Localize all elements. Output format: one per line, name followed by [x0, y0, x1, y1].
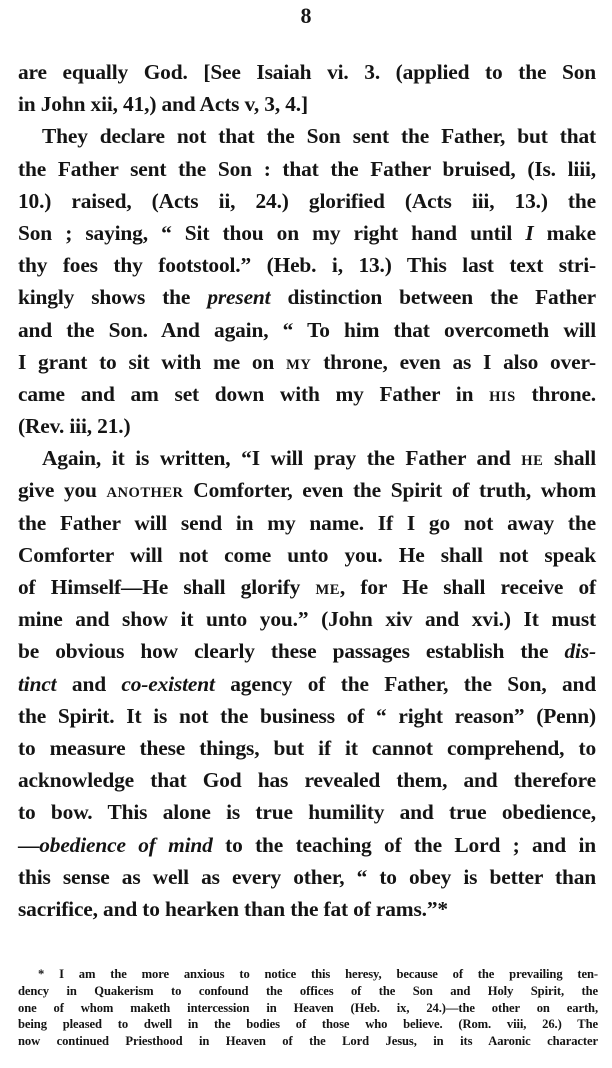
small-caps-text: MY — [286, 356, 312, 373]
body-line — [18, 571, 596, 603]
body-line — [18, 217, 596, 249]
body-line — [18, 635, 596, 667]
footnote-line — [18, 966, 598, 983]
footnote-line — [18, 1033, 598, 1050]
text-run: the Father sent the Son : that the Father bruised, (Is. liii, — [18, 156, 596, 181]
text-run: agency of the Father, the Son, and — [214, 671, 596, 696]
small-caps-text: ANOTHER — [106, 485, 184, 502]
body-line — [18, 378, 596, 410]
text-run: mine and show it unto you.” (John xiv and xvi.) It must — [18, 607, 596, 632]
text-run: 10.) raised, (Acts ii, 24.) glorified (Acts iii, 13.) the — [18, 188, 596, 213]
body-line — [18, 314, 596, 346]
body-line — [18, 796, 596, 828]
text-run: the Father will send in my name. If I go not away the — [18, 510, 596, 535]
text-run: are equally God. [See Isaiah vi. 3. (applied to the Son — [18, 60, 596, 84]
text-run: throne, even as I also over- — [311, 349, 596, 374]
text-run: of Himself—He shall glorify — [18, 575, 316, 599]
body-line — [18, 88, 596, 120]
text-run: kingly shows the — [18, 285, 208, 310]
body-line — [18, 185, 596, 217]
italic-text: dis- — [564, 639, 596, 664]
body-line — [18, 861, 596, 893]
body-line — [18, 249, 596, 281]
italic-text: present — [207, 285, 271, 310]
body-line — [18, 410, 596, 442]
text-run: give you — [18, 478, 107, 503]
footnote — [18, 966, 598, 1050]
footnote-line — [18, 983, 598, 1000]
body-line — [18, 539, 596, 571]
text-run: throne. — [515, 381, 596, 406]
body-line — [18, 120, 596, 152]
footnote-line — [18, 1016, 598, 1033]
text-run: acknowledge that God has revealed them, and therefore — [18, 768, 596, 793]
body-line — [18, 442, 596, 474]
body-line — [18, 764, 596, 796]
small-caps-text: HE — [521, 453, 544, 470]
text-run: in John xii, 41,) and Acts v, 3, 4.] — [18, 92, 308, 117]
text-run: Comforter, even the Spirit of truth, whom — [183, 478, 596, 503]
body-line — [18, 732, 596, 764]
text-run: I grant to sit with me on — [18, 349, 287, 374]
text-run: They declare not that the Son sent the Father, but that — [42, 124, 596, 149]
small-caps-text: ME — [315, 582, 340, 598]
body-line — [18, 700, 596, 732]
text-run: shall — [543, 446, 597, 471]
text-run: the Spirit. It is not the business of “ right reason” (Penn) — [18, 703, 596, 728]
text-run: came and am set down with my Father in — [18, 381, 490, 406]
text-run: (Rev. iii, 21.) — [18, 414, 131, 439]
body-line — [18, 56, 596, 88]
body-text — [18, 56, 596, 925]
text-run: Again, it is written, “I will pray the Father and — [42, 446, 522, 471]
text-run: now continued Priesthood in Heaven of the Lord Jesus, in its Aaronic character — [18, 1034, 598, 1049]
text-run: * I am the more anxious to notice this heresy, because of the prevailing ten- — [38, 967, 598, 981]
text-run: be obvious how clearly these passages establish the — [18, 639, 565, 664]
text-run: this sense as well as every other, “ to obey is better than — [18, 864, 596, 889]
text-run: sacrifice, and to hearken than the fat of rams.”* — [18, 896, 448, 921]
body-line — [18, 507, 596, 539]
page-number: 8 — [300, 3, 312, 28]
text-run: , for He shall receive of — [339, 575, 596, 599]
body-line — [18, 893, 596, 925]
text-run: Comforter will not come unto you. He shall not speak — [18, 542, 596, 567]
text-run: to the teaching of the Lord ; and in — [212, 832, 596, 857]
text-run: dency in Quakerism to confound the offices of the Son and Holy Spirit, the — [18, 983, 598, 998]
text-run: and the Son. And again, “ To him that overcometh will — [18, 317, 596, 342]
text-run: distinction between the Father — [270, 285, 597, 310]
body-line — [18, 346, 596, 378]
body-line — [18, 603, 596, 635]
italic-text: I — [525, 220, 534, 245]
italic-text: co-existent — [121, 671, 215, 696]
italic-text: tinct — [18, 671, 57, 696]
text-run: Son ; saying, “ Sit thou on my right hand until — [18, 220, 526, 245]
body-line — [18, 474, 596, 506]
text-run: make — [533, 220, 596, 245]
body-line — [18, 153, 596, 185]
text-run: and — [56, 671, 122, 696]
text-run: thy foes thy footstool.” (Heb. i, 13.) This last text stri- — [18, 253, 596, 278]
text-run: being pleased to dwell in the bodies of those who believe. (Rom. viii, 26.) The — [18, 1017, 598, 1032]
text-run: to bow. This alone is true humility and true obedience, — [18, 800, 596, 825]
body-line — [18, 281, 596, 313]
footnote-line — [18, 1000, 598, 1017]
text-run: — — [18, 832, 40, 857]
text-run: to measure these things, but if it cannot comprehend, to — [18, 735, 596, 760]
text-run: one of whom maketh intercession in Heaven (Heb. ix, 24.)—the other on earth, — [18, 1000, 598, 1015]
body-line — [18, 668, 596, 700]
italic-text: obedience of mind — [39, 832, 213, 857]
body-line — [18, 829, 596, 861]
small-caps-text: HIS — [489, 388, 516, 405]
